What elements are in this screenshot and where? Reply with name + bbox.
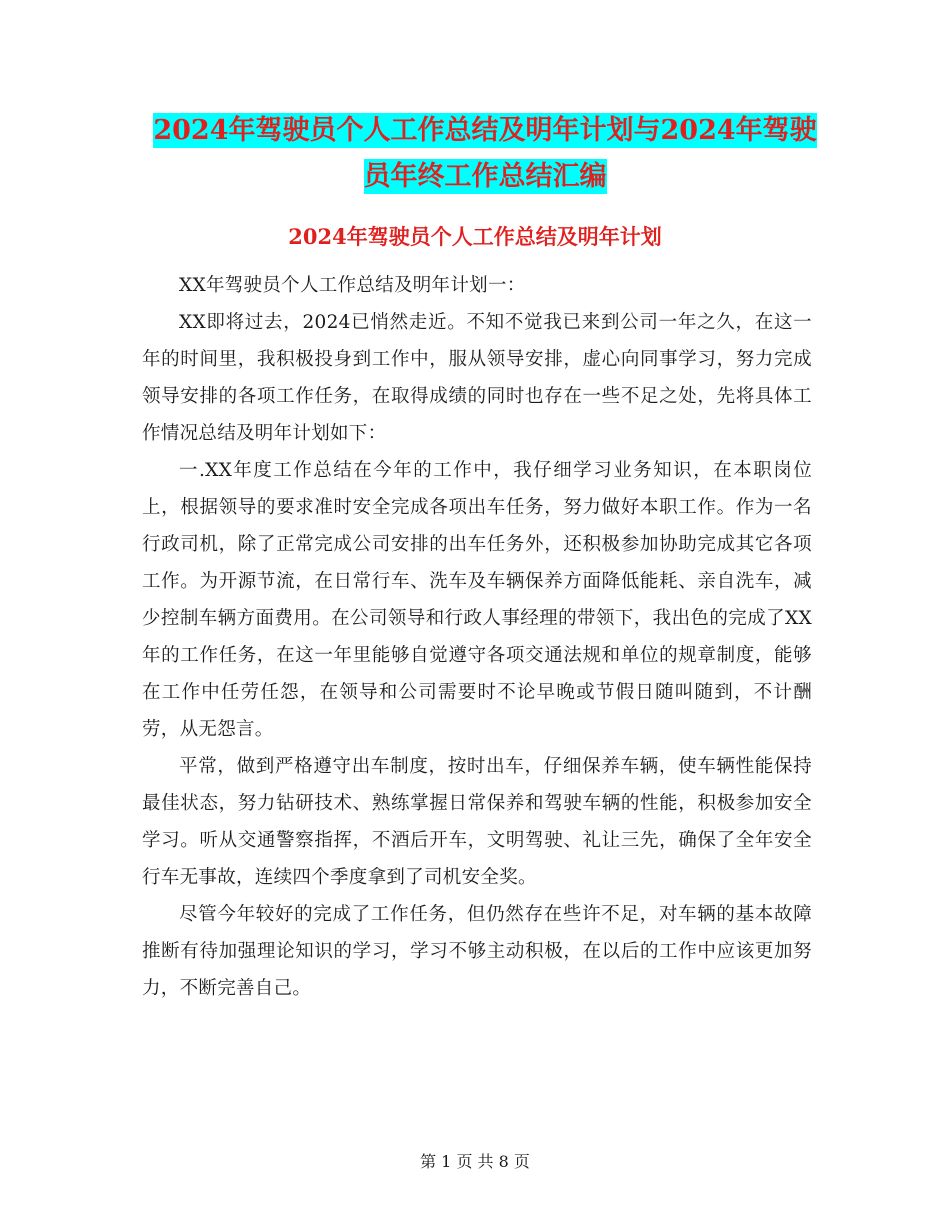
page-footer: 第 1 页 共 8 页 — [420, 1152, 530, 1171]
title-line-1: 2024年驾驶员个人工作总结及明年计划与2024年驾驶 — [153, 115, 817, 146]
document-title — [150, 108, 820, 200]
paragraph-4: 平常，做到严格遵守出车制度，按时出车，仔细保养车辆，使车辆性能保持最佳状态，努力钻研技术、熟练掌握日常保养和驾驶车辆的性能，积极参加安全学习。听从交通警察指挥，不酒后开车，文明驾驶、礼让三先，确保了全年安全行车无事故，连续四个季度拿到了司机安全奖。 — [142, 756, 812, 888]
paragraph-5: 尽管今年较好的完成了工作任务，但仍然存在些许不足，对车辆的基本故障推断有待加强理论知识的学习，学习不够主动积极，在以后的工作中应该更加努力，不断完善自己。 — [142, 904, 812, 999]
paragraph-3: 一.XX年度工作总结在今年的工作中，我仔细学习业务知识，在本职岗位上，根据领导的要求准时安全完成各项出车任务，努力做好本职工作。作为一名行政司机，除了正常完成公司安排的出车任务外，还积极参加协助完成其它各项工作。为开源节流，在日常行车、洗车及车辆保养方面降低能耗、亲自洗车，减少控制车辆方面费用。在公司领导和行政人事经理的带领下，我出色的完成了XX年的工作任务，在这一年里能够自觉遵守各项交通法规和单位的规章制度，能够在工作中任劳任怨，在领导和公司需要时不论早晚或节假日随叫随到，不计酬劳，从无怨言。 — [142, 460, 812, 740]
section-title: 2024年驾驶员个人工作总结及明年计划 — [288, 224, 662, 249]
document-body — [142, 267, 812, 1007]
title-line-2: 员年终工作总结汇编 — [363, 161, 607, 192]
paragraph-1: XX年驾驶员个人工作总结及明年计划一： — [179, 275, 526, 296]
paragraph-2: XX即将过去，2024已悄然走近。不知不觉我已来到公司一年之久，在这一年的时间里，我积极投身到工作中，服从领导安排，虚心向同事学习，努力完成领导安排的各项工作任务，在取得成绩的同时也存在一些不足之处，先将具体工作情况总结及明年计划如下： — [142, 312, 812, 444]
